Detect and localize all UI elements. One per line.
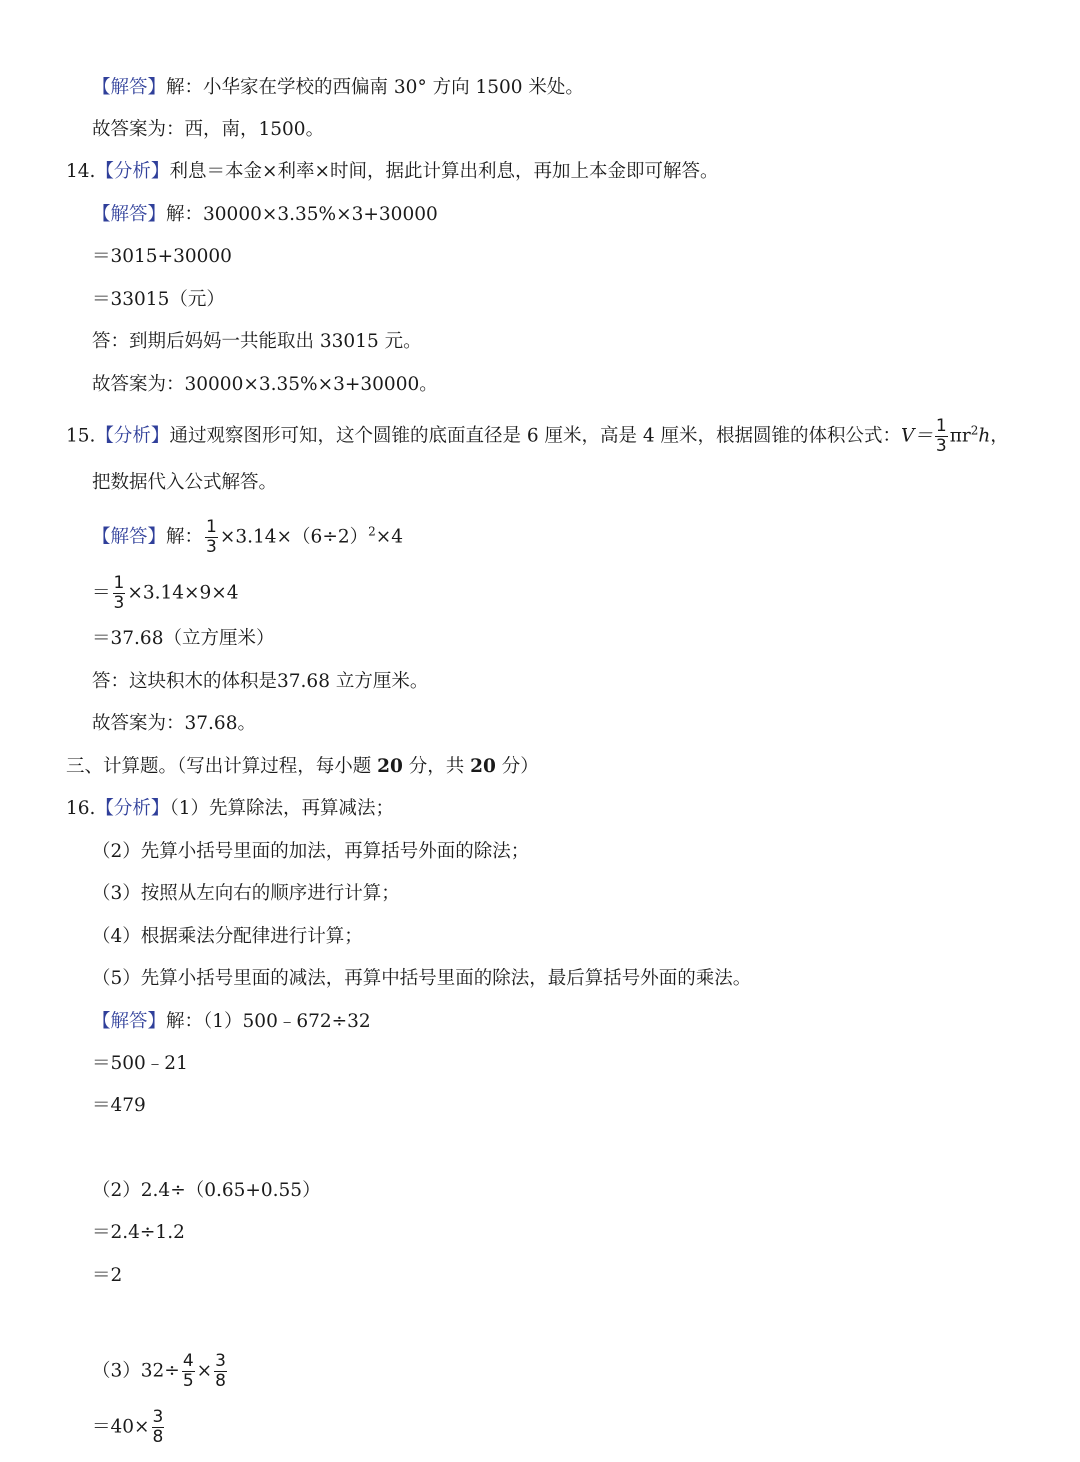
calc-text: ＝37.68（立方厘米） <box>92 628 275 649</box>
calc-prefix: （3）32÷ <box>92 1360 180 1382</box>
conclusion-text: 故答案为：37.68。 <box>92 713 256 734</box>
answer-prefix: 解： <box>166 526 204 548</box>
answer-text: 解：（1）500﹣672÷32 <box>166 1011 371 1032</box>
analysis-text: （4）根据乘法分配律进行计算； <box>92 926 363 947</box>
question-14-analysis <box>66 159 718 185</box>
conclusion-line <box>92 711 256 737</box>
question-number: 16. <box>66 798 96 819</box>
fraction <box>182 1352 195 1391</box>
fraction-numerator: 3 <box>215 1351 226 1371</box>
calc-line <box>92 1351 229 1391</box>
question-number: 14. <box>66 161 96 182</box>
calc-text: ＝3015+30000 <box>92 246 232 267</box>
answer-line <box>92 517 404 557</box>
analysis-tag: 【分析】 <box>95 798 170 819</box>
calc-line <box>92 626 274 652</box>
superscript: 2 <box>970 423 979 438</box>
fraction-denominator: 5 <box>182 1371 194 1391</box>
formula-v: V＝ <box>901 425 933 447</box>
calc-line <box>92 1093 146 1119</box>
fraction-numerator: 1 <box>113 573 125 593</box>
answer-text: 解：小华家在学校的西偏南 30° 方向 1500 米处。 <box>166 77 584 98</box>
answer-text: ×3.14×（6÷2） <box>219 526 369 548</box>
question-15-analysis <box>66 416 1009 456</box>
section-total: 20 <box>470 756 496 777</box>
calc-text: ＝33015（元） <box>92 289 225 310</box>
reply-line <box>92 669 428 695</box>
calc-line <box>92 1220 185 1246</box>
section-score: 20 <box>377 756 403 777</box>
analysis-item <box>92 839 529 865</box>
answer-text: 解：30000×3.35%×3+30000 <box>166 204 438 225</box>
fraction-numerator: 4 <box>182 1351 194 1371</box>
question-16-analysis <box>66 796 394 822</box>
fraction-denominator: 3 <box>935 436 947 456</box>
conclusion-line <box>92 372 438 398</box>
fraction <box>113 574 126 613</box>
answer-tag: 【解答】 <box>92 77 167 98</box>
analysis-item <box>92 966 751 992</box>
formula-h: h <box>978 425 991 447</box>
answer-tag: 【解答】 <box>92 204 167 225</box>
section-heading <box>66 754 539 780</box>
analysis-tag: 【分析】 <box>95 425 170 447</box>
conclusion-line <box>92 117 324 143</box>
answer-tag: 【解答】 <box>92 1011 167 1032</box>
answer-suffix: ×4 <box>375 526 404 548</box>
fraction-denominator: 8 <box>152 1427 164 1447</box>
calc-line <box>92 287 225 313</box>
analysis-text: 通过观察图形可知，这个圆锥的底面直径是 6 厘米，高是 4 厘米，根据圆锥的体积公式： <box>169 425 902 447</box>
fraction-denominator: 8 <box>215 1371 226 1391</box>
fraction-numerator: 1 <box>206 517 217 537</box>
analysis-text: （5）先算小括号里面的减法，再算中括号里面的除法，最后算括号外面的乘法。 <box>92 968 752 989</box>
calc-line <box>92 573 239 613</box>
formula-text: πr <box>949 425 971 447</box>
calc-text: （2）2.4÷（0.65+0.55） <box>92 1180 321 1201</box>
calc-line <box>92 244 232 270</box>
reply-text: 答：到期后妈妈一共能取出 33015 元。 <box>92 331 422 352</box>
reply-text: 答：这块积木的体积是37.68 立方厘米。 <box>92 671 429 692</box>
fraction <box>205 518 218 557</box>
answer-tag: 【解答】 <box>92 526 167 548</box>
superscript: 2 <box>368 524 376 539</box>
section-prefix: 三、计算题。（写出计算过程，每小题 <box>66 756 378 777</box>
analysis-text: （2）先算小括号里面的加法，再算括号外面的除法； <box>92 841 530 862</box>
fraction-numerator: 3 <box>152 1407 164 1427</box>
analysis-text: （3）按照从左向右的顺序进行计算； <box>92 883 400 904</box>
fraction <box>214 1352 227 1391</box>
calc-text: ＝479 <box>92 1095 146 1116</box>
section-suffix: 分） <box>495 756 539 777</box>
calc-line <box>92 1051 188 1077</box>
fraction <box>935 417 948 456</box>
calc-prefix: ＝40× <box>92 1416 150 1438</box>
calc-line <box>92 1178 321 1204</box>
calc-text: ＝2.4÷1.2 <box>92 1222 185 1243</box>
calc-line <box>92 1407 166 1447</box>
calc-prefix: ＝ <box>92 582 111 604</box>
fraction-denominator: 3 <box>113 593 125 613</box>
calc-text: ＝2 <box>92 1265 123 1286</box>
answer-line <box>92 75 584 101</box>
section-mid: 分，共 <box>402 756 471 777</box>
fraction-numerator: 1 <box>935 416 947 436</box>
calc-line <box>92 1263 122 1289</box>
answer-line <box>92 1009 371 1035</box>
calc-text: ×3.14×9×4 <box>127 582 239 604</box>
answer-line <box>92 202 438 228</box>
calc-text: ＝500﹣21 <box>92 1053 188 1074</box>
conclusion-text: 故答案为：西，南，1500。 <box>92 119 325 140</box>
analysis-text: 把数据代入公式解答。 <box>92 472 278 493</box>
analysis-continuation <box>92 470 277 496</box>
fraction-denominator: 3 <box>206 537 217 557</box>
analysis-text: （1）先算除法，再算减法； <box>169 798 394 819</box>
analysis-item <box>92 881 400 907</box>
calc-operator: × <box>196 1360 213 1382</box>
conclusion-text: 故答案为：30000×3.35%×3+30000。 <box>92 374 438 395</box>
punctuation: ， <box>990 425 1009 447</box>
fraction <box>152 1408 165 1447</box>
analysis-item <box>92 924 363 950</box>
analysis-tag: 【分析】 <box>95 161 170 182</box>
reply-line <box>92 329 422 355</box>
question-number: 15. <box>66 425 96 447</box>
analysis-text: 利息＝本金×利率×时间，据此计算出利息，再加上本金即可解答。 <box>169 161 719 182</box>
